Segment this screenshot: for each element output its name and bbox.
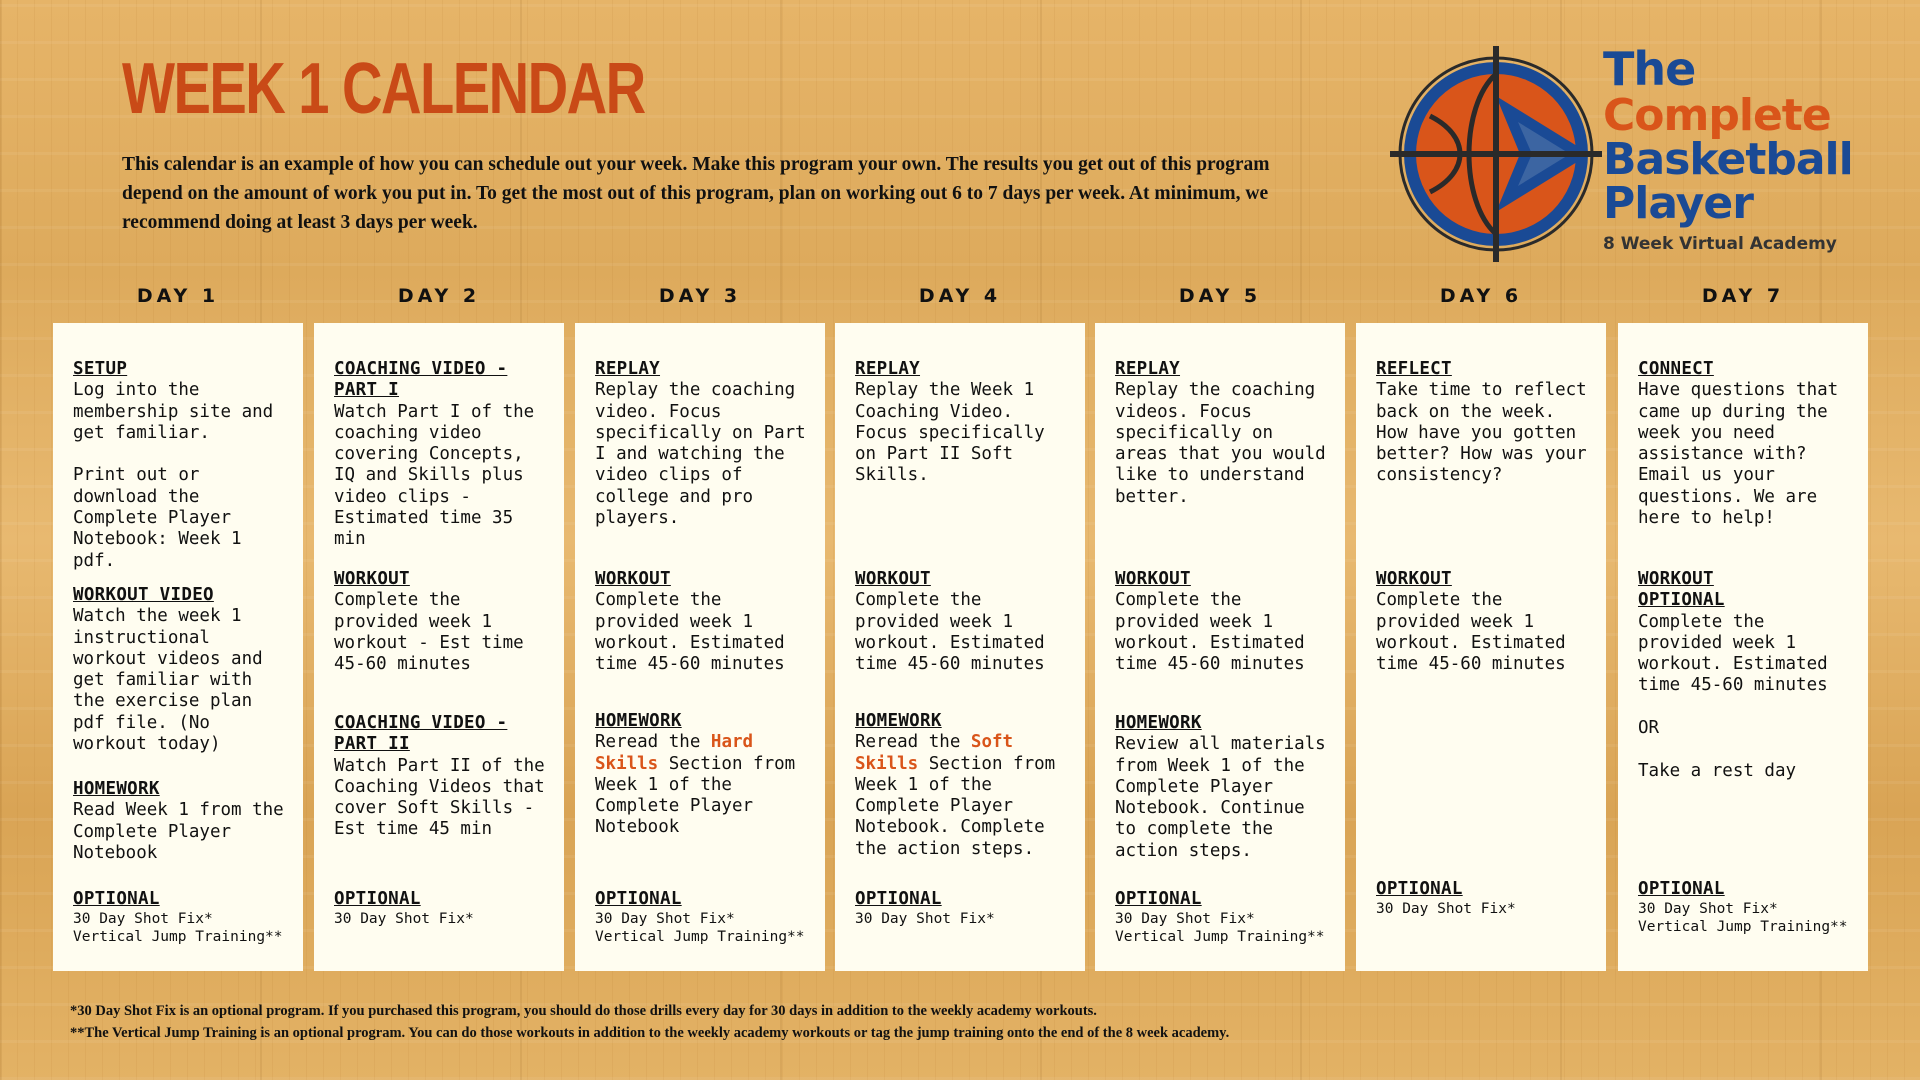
section-body: Watch Part II of the Coaching Videos that cover Soft Skills - Est time 45 min	[334, 755, 545, 840]
body-text: Section from Week 1 of the Complete Player Notebook	[595, 753, 796, 838]
day-label: DAY 2	[397, 285, 481, 307]
day-section	[73, 359, 291, 572]
day-card	[835, 323, 1085, 971]
optional-items: 30 Day Shot Fix*	[334, 911, 474, 928]
section-heading: CONNECT	[1638, 359, 1714, 379]
day-card	[314, 323, 564, 971]
day-label: DAY 6	[1439, 285, 1523, 307]
day-section	[595, 569, 813, 675]
section-body	[855, 732, 1073, 860]
day-section	[334, 569, 552, 675]
day-card	[1356, 323, 1606, 971]
day-section	[1115, 359, 1333, 508]
section-body: Take time to reflect back on the week. How have you gotten better? How was your consistency?	[1376, 380, 1587, 486]
section-heading: OPTIONAL	[1638, 879, 1725, 899]
section-body: Complete the provided week 1 workout. Estimated time 45-60 minutes	[855, 590, 1045, 675]
body-text: Section from Week 1 of the Complete Player Notebook. Complete the action steps.	[855, 753, 1056, 859]
day-label: DAY 5	[1178, 285, 1262, 307]
section-heading: SETUP	[73, 359, 128, 379]
section-heading: WORKOUT OPTIONAL	[1638, 569, 1725, 611]
section-heading: COACHING VIDEO - PART II	[334, 713, 508, 755]
day-card	[1095, 323, 1345, 971]
section-heading: WORKOUT	[1376, 569, 1452, 589]
section-heading: WORKOUT	[1115, 569, 1191, 589]
section-body: Log into the membership site and get familiar. Print out or download the Complete Player Notebook: Week 1 pdf.	[73, 380, 274, 571]
section-heading: OPTIONAL	[334, 889, 421, 909]
section-body: Complete the provided week 1 workout. Estimated time 45-60 minutes	[595, 590, 785, 675]
day-column-2	[314, 285, 564, 928]
logo-line-4: Player	[1603, 178, 1753, 229]
section-body: Watch Part I of the coaching video covering Concepts, IQ and Skills plus video clips - Estimated time 35 min	[334, 401, 535, 550]
day-column-6	[1356, 285, 1606, 918]
day-section	[855, 711, 1073, 860]
day-section	[1638, 879, 1856, 936]
section-heading: WORKOUT VIDEO	[73, 585, 214, 605]
section-heading: HOMEWORK	[855, 711, 942, 731]
section-body: Replay the coaching video. Focus specifically on Part I and watching the video clips of college and pro players.	[595, 380, 806, 529]
basketball-crosshair-icon	[1390, 46, 1602, 262]
section-heading: OPTIONAL	[855, 889, 942, 909]
footnote: *30 Day Shot Fix is an optional program. If you purchased this program, you should do those drills every day for 30 days in addition to the weekly academy workouts.	[70, 1003, 1097, 1019]
optional-items: 30 Day Shot Fix* Vertical Jump Training**	[73, 911, 283, 946]
day-column-7	[1618, 285, 1868, 936]
section-heading: HOMEWORK	[595, 711, 682, 731]
day-section	[73, 889, 291, 946]
day-section	[855, 889, 1073, 928]
section-heading: HOMEWORK	[1115, 713, 1202, 733]
logo-line-2: Complete	[1603, 90, 1831, 141]
day-section	[1638, 359, 1856, 529]
day-section	[1376, 359, 1594, 487]
body-text: Reread the	[595, 732, 711, 753]
optional-items: 30 Day Shot Fix* Vertical Jump Training**	[1638, 901, 1848, 936]
day-label: DAY 7	[1701, 285, 1785, 307]
section-heading: WORKOUT	[595, 569, 671, 589]
logo-line-1: The	[1603, 42, 1696, 96]
day-section	[1115, 713, 1333, 862]
day-column-5	[1095, 285, 1345, 946]
day-section	[855, 569, 1073, 675]
highlight-text: Soft Skills	[855, 732, 1014, 774]
optional-items: 30 Day Shot Fix* Vertical Jump Training**	[1115, 911, 1325, 946]
section-body: Replay the coaching videos. Focus specifically on areas that you would like to understand better.	[1115, 380, 1326, 507]
optional-items: 30 Day Shot Fix*	[1376, 901, 1516, 918]
section-heading: HOMEWORK	[73, 779, 160, 799]
optional-items: 30 Day Shot Fix* Vertical Jump Training**	[595, 911, 805, 946]
day-section	[73, 585, 291, 755]
section-heading: REPLAY	[595, 359, 661, 379]
day-section	[595, 711, 813, 839]
section-body: Review all materials from Week 1 of the Complete Player Notebook. Continue to complete the action steps.	[1115, 734, 1326, 861]
intro-text: This calendar is an example of how you can schedule out your week. Make this program your own. The results you get out of this program depend on the amount of work you put in. To get the most out of this program, plan on working out 6 to 7 days per week. At minimum, we recommend doing at least 3 days per week.	[122, 154, 1270, 233]
day-section	[1115, 889, 1333, 946]
brand-logo	[1390, 42, 1880, 262]
section-heading: OPTIONAL	[73, 889, 160, 909]
section-heading: REPLAY	[1115, 359, 1181, 379]
section-heading: WORKOUT	[855, 569, 931, 589]
day-card	[53, 323, 303, 971]
section-body: Complete the provided week 1 workout - Est time 45-60 minutes	[334, 590, 524, 675]
section-body: Complete the provided week 1 workout. Estimated time 45-60 minutes	[1115, 590, 1305, 675]
section-body: Read Week 1 from the Complete Player Notebook	[73, 800, 284, 863]
day-section	[855, 359, 1073, 487]
day-label: DAY 3	[658, 285, 742, 307]
day-section	[334, 359, 552, 551]
section-body: Watch the week 1 instructional workout videos and get familiar with the exercise plan pdf file. (No workout today)	[73, 606, 263, 755]
day-label: DAY 4	[918, 285, 1002, 307]
day-section	[1376, 569, 1594, 675]
day-section	[73, 779, 291, 864]
body-text: Reread the	[855, 732, 971, 753]
section-heading: OPTIONAL	[1115, 889, 1202, 909]
section-body	[595, 732, 813, 838]
day-section	[595, 359, 813, 529]
day-section	[1115, 569, 1333, 675]
section-body: Complete the provided week 1 workout. Estimated time 45-60 minutes OR Take a rest day	[1638, 611, 1828, 781]
logo-tagline: 8 Week Virtual Academy	[1603, 234, 1837, 254]
page-title: WEEK 1 CALENDAR	[122, 49, 645, 129]
section-body: Complete the provided week 1 workout. Estimated time 45-60 minutes	[1376, 590, 1566, 675]
day-card	[575, 323, 825, 971]
section-body: Replay the Week 1 Coaching Video. Focus specifically on Part II Soft Skills.	[855, 380, 1045, 486]
day-section	[334, 713, 552, 841]
section-heading: REPLAY	[855, 359, 921, 379]
day-section	[1376, 879, 1594, 918]
section-heading: OPTIONAL	[595, 889, 682, 909]
day-column-3	[575, 285, 825, 946]
logo-line-3: Basketball	[1603, 134, 1853, 185]
footnote: **The Vertical Jump Training is an optional program. You can do those workouts in addition to the weekly academy workouts or tag the jump training onto the end of the 8 week academy.	[70, 1025, 1230, 1041]
day-section	[334, 889, 552, 928]
section-heading: REFLECT	[1376, 359, 1452, 379]
footnotes	[70, 1000, 1229, 1044]
day-label: DAY 1	[136, 285, 220, 307]
section-heading: WORKOUT	[334, 569, 410, 589]
section-heading: OPTIONAL	[1376, 879, 1463, 899]
day-column-4	[835, 285, 1085, 928]
day-section	[1638, 569, 1856, 782]
section-heading: COACHING VIDEO - PART I	[334, 359, 508, 401]
optional-items: 30 Day Shot Fix*	[855, 911, 995, 928]
section-body: Have questions that came up during the week you need assistance with? Email us your questions. We are here to help!	[1638, 380, 1839, 529]
day-section	[595, 889, 813, 946]
highlight-text: Hard Skills	[595, 732, 754, 774]
day-column-1	[53, 285, 303, 946]
day-card	[1618, 323, 1868, 971]
